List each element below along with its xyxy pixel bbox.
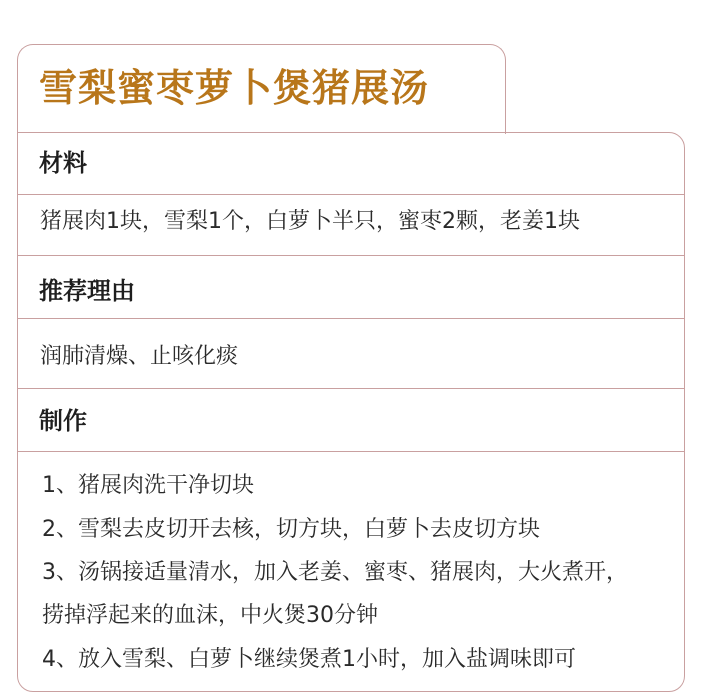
step-item: 3、汤锅接适量清水，加入老姜、蜜枣、猪展肉，大火煮开， — [42, 560, 628, 585]
divider — [17, 255, 685, 256]
materials-text: 猪展肉1块，雪梨1个，白萝卜半只，蜜枣2颗，老姜1块 — [40, 209, 580, 234]
reason-text: 润肺清燥、止咳化痰 — [40, 344, 239, 369]
step-item: 捞掉浮起来的血沫，中火煲30分钟 — [42, 603, 378, 628]
step-item: 2、雪梨去皮切开去核，切方块，白萝卜去皮切方块 — [42, 517, 540, 542]
steps-heading: 制作 — [39, 407, 87, 435]
divider — [17, 318, 685, 319]
recipe-title: 雪梨蜜枣萝卜煲猪展汤 — [39, 66, 430, 110]
divider — [17, 194, 685, 195]
step-item: 4、放入雪梨、白萝卜继续煲煮1小时，加入盐调味即可 — [42, 647, 576, 672]
materials-heading: 材料 — [39, 149, 87, 177]
divider — [17, 451, 685, 452]
divider — [17, 388, 685, 389]
reason-heading: 推荐理由 — [39, 277, 135, 305]
step-item: 1、猪展肉洗干净切块 — [42, 473, 254, 498]
